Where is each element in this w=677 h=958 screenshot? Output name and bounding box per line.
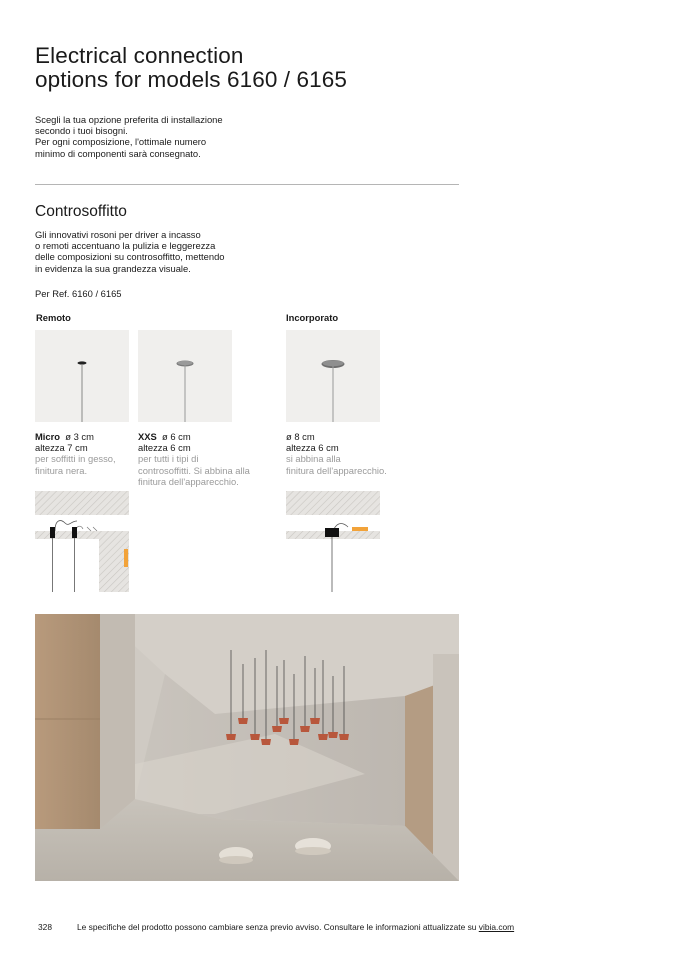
option-height: altezza 6 cm bbox=[286, 442, 339, 454]
product-photo-micro bbox=[35, 330, 129, 422]
option-height: altezza 7 cm bbox=[35, 442, 88, 454]
product-photo-incorporato bbox=[286, 330, 380, 422]
option-caption-incorporato bbox=[286, 431, 387, 476]
option-note: finitura nera. bbox=[35, 464, 88, 476]
option-caption-xxs bbox=[138, 431, 250, 487]
description-line: o remoti accentuano la pulizia e leggerezza bbox=[35, 240, 216, 252]
diagram-builtin-installation bbox=[286, 491, 380, 592]
intro-paragraph bbox=[35, 114, 223, 159]
option-diameter: ø 3 cm bbox=[65, 431, 94, 442]
section-divider bbox=[35, 184, 459, 185]
group-label-incorporato: Incorporato bbox=[286, 312, 339, 323]
option-note: per soffitti in gesso, bbox=[35, 453, 116, 465]
section-heading: Controsoffitto bbox=[35, 203, 127, 220]
intro-line: minimo di componenti sarà consegnato. bbox=[35, 147, 201, 159]
option-name: XXS bbox=[138, 431, 157, 442]
intro-line: secondo i tuoi bisogni. bbox=[35, 125, 128, 137]
option-note: per tutti i tipi di bbox=[138, 453, 199, 465]
page-number: 328 bbox=[38, 922, 52, 932]
page-title bbox=[35, 44, 347, 92]
description-line: delle composizioni su controsoffitto, mettendo bbox=[35, 251, 225, 263]
vibia-link[interactable]: vibia.com bbox=[478, 922, 515, 932]
scene-photo bbox=[35, 614, 459, 881]
reference-text: Per Ref. 6160 / 6165 bbox=[35, 288, 122, 299]
option-height: altezza 6 cm bbox=[138, 442, 191, 454]
option-caption-micro bbox=[35, 431, 116, 476]
diagram-remote-installation bbox=[35, 491, 131, 592]
footer-disclaimer bbox=[77, 922, 514, 933]
group-label-remoto: Remoto bbox=[36, 312, 71, 323]
title-line-1: Electrical connection bbox=[35, 43, 244, 68]
intro-line: Per ogni composizione, l'ottimale numero bbox=[35, 136, 207, 148]
option-diameter: ø 8 cm bbox=[286, 431, 315, 442]
product-photo-xxs bbox=[138, 330, 232, 422]
option-note: controsoffitti. Si abbina alla bbox=[138, 464, 250, 476]
title-line-2: options for models 6160 / 6165 bbox=[35, 67, 347, 92]
option-note: si abbina alla bbox=[286, 453, 341, 465]
option-name: Micro bbox=[35, 431, 61, 442]
description-line: in evidenza la sua grandezza visuale. bbox=[35, 262, 191, 274]
footer-text: Le specifiche del prodotto possono cambiare senza previo avviso. Consultare le informazioni attualizzate su bbox=[77, 922, 479, 932]
option-note: finitura dell'apparecchio. bbox=[286, 464, 387, 476]
option-note: finitura dell'apparecchio. bbox=[138, 475, 239, 487]
section-description bbox=[35, 229, 225, 274]
description-line: Gli innovativi rosoni per driver a incasso bbox=[35, 229, 201, 240]
intro-line: Scegli la tua opzione preferita di installazione bbox=[35, 114, 223, 125]
option-diameter: ø 6 cm bbox=[161, 431, 191, 442]
